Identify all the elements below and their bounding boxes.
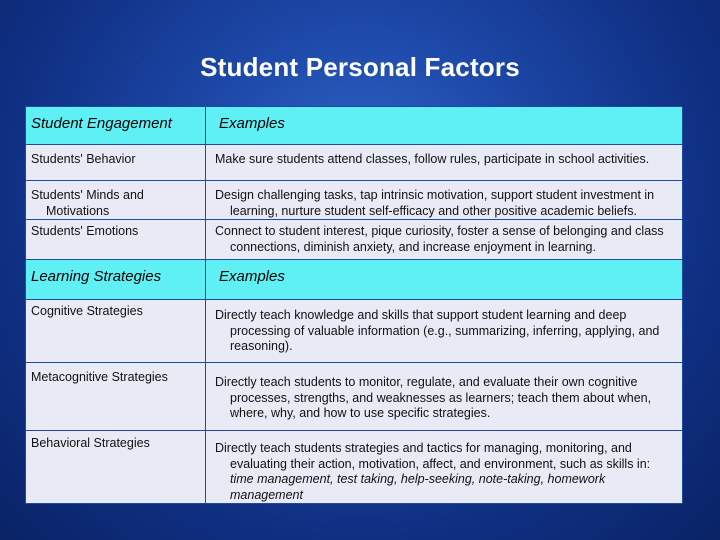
factor-cell	[26, 181, 206, 220]
example-cell	[206, 431, 683, 504]
table-row	[26, 220, 683, 260]
example-text-italic: time management, test taking, help-seeking, note-taking, homework management	[230, 472, 606, 502]
factor-text: Behavioral Strategies	[31, 436, 150, 450]
table-row	[26, 145, 683, 181]
slide-title: Student Personal Factors	[200, 52, 520, 82]
example-text: Directly teach students to monitor, regulate, and evaluate their own cognitive processes, strengths, and weaknesses as learners; teach them about when, where, why, and how to use specific strategies.	[215, 375, 652, 421]
example-cell	[206, 363, 683, 431]
factor-cell	[26, 363, 206, 431]
example-cell	[206, 300, 683, 363]
table-row	[26, 363, 683, 431]
factor-text: Metacognitive Strategies	[31, 370, 168, 384]
example-text: Design challenging tasks, tap intrinsic motivation, support student investment in learning, nurture student self-efficacy and other positive academic beliefs.	[215, 188, 655, 218]
table-header-row	[26, 107, 683, 145]
header-student-engagement: Student Engagement	[26, 107, 206, 145]
factor-cell	[26, 220, 206, 260]
table-row	[26, 431, 683, 504]
factor-text: Students' Minds and Motivations	[31, 188, 144, 218]
example-cell	[206, 181, 683, 220]
factor-text: Students' Behavior	[31, 152, 136, 166]
example-text: Make sure students attend classes, follow rules, participate in school activities.	[215, 152, 650, 166]
factor-cell	[26, 431, 206, 504]
header-examples: Examples	[206, 107, 683, 145]
factors-table	[25, 106, 683, 504]
example-cell	[206, 220, 683, 260]
factor-cell	[26, 300, 206, 363]
factor-cell	[26, 145, 206, 181]
example-text	[215, 441, 676, 503]
factor-text: Students' Emotions	[31, 224, 139, 238]
example-text-plain: Directly teach students strategies and tactics for managing, monitoring, and evaluating their action, motivation, affect, and environment, such as skills in:	[215, 441, 651, 471]
table-row	[26, 181, 683, 220]
table-row	[26, 300, 683, 363]
header-learning-strategies: Learning Strategies	[26, 260, 206, 300]
factor-text: Cognitive Strategies	[31, 304, 143, 318]
example-text: Directly teach knowledge and skills that support student learning and deep processing of valuable information (e.g., summarizing, inferring, applying, and reasoning).	[215, 308, 660, 354]
example-cell	[206, 145, 683, 181]
example-text: Connect to student interest, pique curiosity, foster a sense of belonging and class connections, diminish anxiety, and increase enjoyment in learning.	[215, 224, 664, 254]
header-examples: Examples	[206, 260, 683, 300]
table-header-row	[26, 260, 683, 300]
